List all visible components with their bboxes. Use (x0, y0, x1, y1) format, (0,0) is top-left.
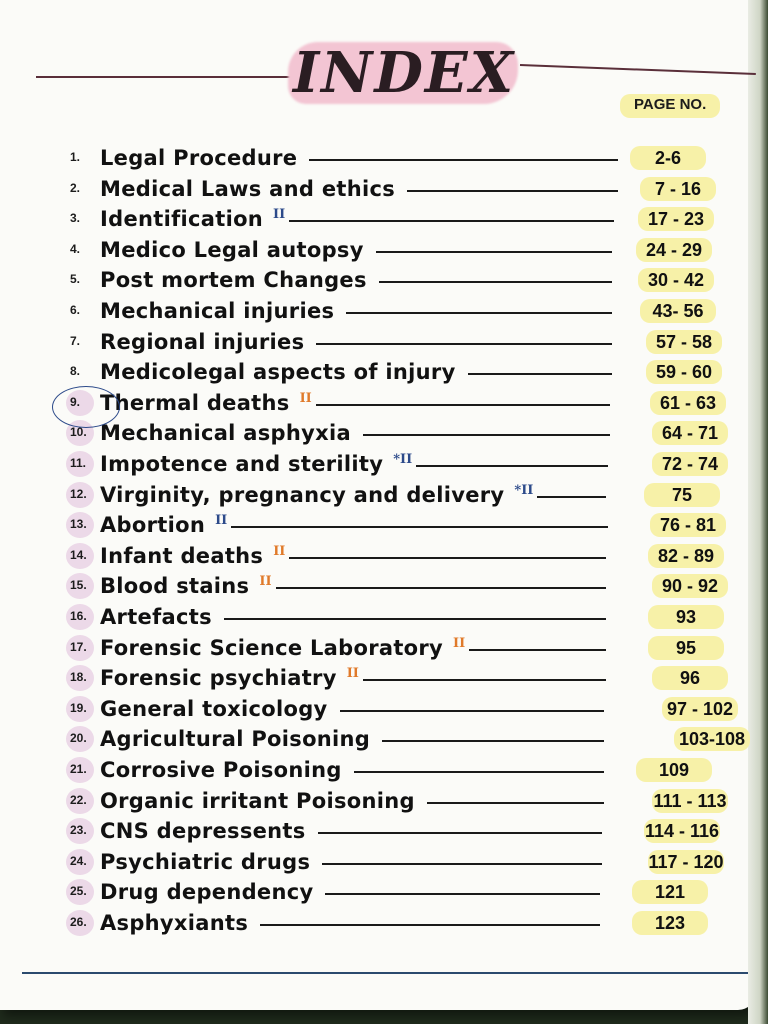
entry-number: 11. (70, 456, 87, 470)
entry-leader-line (382, 740, 604, 742)
entry-leader-line (346, 312, 612, 314)
index-entry (0, 848, 740, 878)
entry-page-range: 17 - 23 (647, 209, 705, 230)
index-entry (0, 878, 740, 908)
index-entry (0, 817, 740, 847)
entry-title: Corrosive Poisoning (100, 758, 342, 782)
entry-page-range: 59 - 60 (655, 362, 713, 383)
entry-number: 10. (70, 425, 87, 440)
index-entry (0, 450, 740, 480)
entry-title: Forensic Science Laboratory (100, 635, 444, 660)
entry-number: 14. (70, 547, 87, 562)
index-entry (0, 144, 740, 174)
entry-number: 13. (70, 517, 87, 532)
index-entry (0, 695, 740, 725)
entry-title: Virginity, pregnancy and delivery (100, 482, 505, 507)
entry-leader-line (316, 404, 610, 406)
entry-number: 25. (70, 884, 87, 899)
entry-title: Abortion (100, 513, 206, 538)
entry-number: 8. (70, 364, 81, 379)
entry-page-range: 72 - 74 (661, 454, 719, 474)
entry-leader-line (407, 190, 618, 192)
entry-number: 20. (70, 731, 87, 746)
page-title: INDEX (292, 40, 516, 106)
entry-leader-line (260, 924, 600, 926)
entry-number: 21. (70, 762, 87, 776)
entry-number: 22. (70, 792, 87, 807)
entry-leader-line (289, 220, 614, 222)
index-entry (0, 787, 740, 817)
index-entry (0, 572, 740, 602)
index-entry (0, 542, 740, 572)
entry-leader-line (379, 281, 612, 283)
entry-number: 1. (70, 150, 81, 164)
entry-leader-line (363, 679, 606, 681)
index-title-block (284, 36, 524, 108)
index-entry (0, 266, 740, 296)
entry-page-range: 97 - 102 (666, 698, 734, 719)
index-entry (0, 756, 740, 786)
index-entry (0, 236, 740, 266)
entry-annotation-mark: II (215, 513, 228, 529)
entry-leader-line (309, 159, 618, 161)
entry-title: Mechanical injuries (100, 299, 335, 323)
entry-page-range: 7 - 16 (654, 178, 702, 199)
entry-title: Medicolegal aspects of injury (100, 360, 456, 385)
entry-page-range: 121 (654, 882, 686, 903)
entry-page-range: 76 - 81 (659, 515, 717, 536)
page-edge (748, 0, 768, 1024)
entry-leader-line (537, 496, 606, 498)
entry-leader-line (416, 465, 608, 467)
entry-number: 7. (70, 333, 81, 348)
entry-leader-line (376, 251, 612, 253)
entry-title: Post mortem Changes (100, 268, 367, 293)
entry-leader-line (468, 373, 612, 375)
index-entry (0, 205, 740, 235)
entry-number: 12. (70, 486, 87, 501)
index-entry (0, 358, 740, 388)
entry-number: 3. (70, 211, 81, 226)
entry-page-range: 123 (654, 913, 686, 933)
index-entry (0, 634, 740, 664)
entry-title: Regional injuries (100, 329, 305, 354)
entry-page-range: 103-108 (678, 729, 746, 750)
entry-page-range: 2-6 (654, 148, 681, 168)
entry-annotation-mark: *II (514, 482, 534, 498)
entry-title: Medical Laws and ethics (100, 176, 396, 201)
entry-annotation-mark: II (299, 390, 312, 406)
entry-title: Artefacts (100, 605, 212, 629)
entry-annotation-mark: II (453, 635, 466, 651)
entry-leader-line (427, 802, 604, 804)
entry-page-range: 57 - 58 (655, 331, 713, 352)
entry-title: Medico Legal autopsy (100, 237, 364, 262)
entry-number: 2. (70, 180, 81, 195)
entry-page-range: 82 - 89 (657, 545, 715, 566)
index-entry (0, 664, 740, 694)
entry-annotation-mark: II (273, 207, 286, 223)
index-entry (0, 175, 740, 205)
entry-title: Drug dependency (100, 880, 314, 905)
index-entry (0, 909, 740, 939)
entry-title: CNS depressents (100, 819, 306, 844)
entry-page-range: 24 - 29 (645, 239, 703, 260)
entry-page-range: 75 (671, 484, 693, 505)
entry-number: 9. (70, 394, 81, 409)
entry-title: Identification (100, 207, 264, 232)
entry-page-range: 30 - 42 (647, 270, 705, 291)
entry-number: 19. (70, 700, 87, 715)
entry-page-range: 90 - 92 (661, 576, 719, 597)
entry-leader-line (231, 526, 608, 528)
entry-9-circle-annotation (52, 386, 120, 428)
entry-leader-line (469, 649, 606, 651)
index-entry (0, 297, 740, 327)
page-number-header (620, 92, 724, 120)
entry-page-range: 114 - 116 (644, 821, 720, 842)
index-entry (0, 328, 740, 358)
entry-page-range: 93 (675, 607, 697, 627)
entry-number: 16. (70, 609, 87, 623)
entry-number: 18. (70, 670, 87, 685)
entry-title: Forensic psychiatry (100, 666, 337, 691)
index-entry (0, 725, 746, 755)
title-rule-left (36, 76, 291, 78)
bottom-rule (22, 972, 748, 974)
entry-annotation-mark: II (259, 574, 272, 590)
index-entry (0, 419, 740, 449)
entry-leader-line (340, 710, 604, 712)
entry-title: Infant deaths (100, 543, 264, 568)
entry-leader-line (224, 618, 606, 620)
entry-title: Blood stains (100, 574, 250, 599)
entry-leader-line (289, 557, 606, 559)
entry-annotation-mark: *II (393, 452, 413, 467)
entry-page-range: 111 - 113 (653, 790, 727, 811)
entry-leader-line (276, 587, 606, 589)
entry-leader-line (322, 863, 602, 865)
entry-annotation-mark: II (346, 666, 359, 682)
entry-page-range: 43- 56 (652, 301, 704, 321)
entry-leader-line (325, 893, 600, 895)
page-number-header-label: PAGE NO. (634, 96, 707, 113)
entry-title: General toxicology (100, 696, 328, 721)
entry-number: 5. (70, 272, 81, 287)
entry-page-range: 96 (679, 668, 701, 689)
entry-leader-line (316, 343, 612, 345)
entry-leader-line (363, 434, 610, 436)
entry-page-range: 109 (658, 760, 690, 780)
entry-leader-line (318, 832, 602, 834)
entry-page-range: 117 - 120 (648, 851, 724, 872)
entry-title: Psychiatric drugs (100, 849, 311, 874)
entry-leader-line (354, 771, 604, 773)
entry-title: Agricultural Poisoning (100, 727, 371, 752)
entry-number: 24. (70, 853, 87, 868)
entry-page-range: 95 (675, 637, 697, 658)
entry-page-range: 64 - 71 (661, 423, 719, 444)
entry-number: 17. (70, 639, 87, 654)
entry-annotation-mark: II (273, 543, 286, 559)
entry-title: Thermal deaths (100, 390, 290, 415)
index-entry (0, 511, 740, 541)
index-entry (0, 603, 740, 633)
entry-title: Legal Procedure (100, 146, 298, 170)
entry-title: Impotence and sterility (100, 452, 384, 476)
index-entry (0, 481, 740, 511)
entry-number: 23. (70, 823, 87, 838)
entry-title: Organic irritant Poisoning (100, 788, 415, 813)
entry-page-range: 61 - 63 (659, 392, 717, 413)
entry-title: Mechanical asphyxia (100, 421, 351, 446)
entry-number: 15. (70, 578, 87, 593)
entry-number: 4. (70, 241, 81, 256)
entry-number: 6. (70, 303, 81, 317)
entry-number: 26. (70, 915, 87, 929)
entry-title: Asphyxiants (100, 911, 249, 935)
